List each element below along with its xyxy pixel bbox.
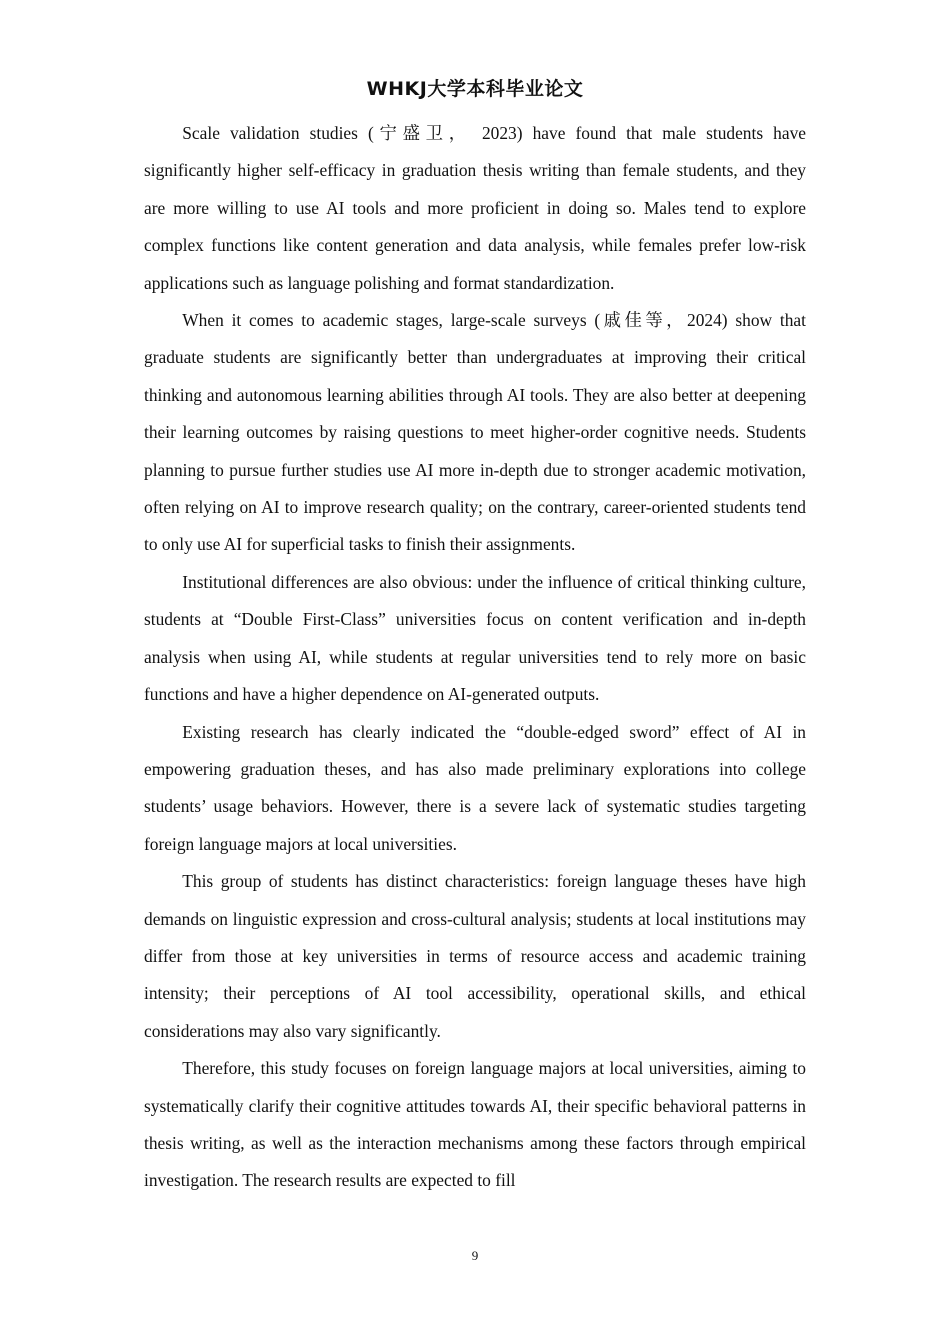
- paragraph-institutional-differences: Institutional differences are also obvious: under the influence of critical thinking culture, students at “Double First-Class” universities focus on content verification and in-depth analysis when using AI, while students at regular universities tend to rely more on basic functions and have a higher dependence on AI-generated outputs.: [144, 571, 806, 705]
- paragraph-existing-research: Existing research has clearly indicated the “double-edged sword” effect of AI in empowering graduation theses, and has also made preliminary explorations into college students’ usage behaviors. However, there is a severe lack of systematic studies targeting foreign language majors at local universities.: [144, 721, 806, 854]
- page-number: 9: [471, 1248, 479, 1263]
- paragraph-scale-validation: Scale validation studies (宁盛卫， 2023) have found that male students have significantly higher self-efficacy in graduation thesis writing than female students, and they are more willing to use AI tools and more proficient in doing so. Males tend to explore complex functions like content generation and data analysis, while females prefer low-risk applications such as language polishing and format standardization.: [144, 123, 806, 293]
- body-text: [144, 115, 806, 1200]
- paragraph-study-focus: Therefore, this study focuses on foreign language majors at local universities, aiming to systematically clarify their cognitive attitudes towards AI, their specific behavioral patterns in thesis writing, as well as the interaction mechanisms among these factors through empirical investigation. The research results are expected to fill: [144, 1058, 806, 1191]
- page-header-title: WHKJ大学本科毕业论文: [366, 78, 584, 100]
- paragraph-student-group: This group of students has distinct characteristics: foreign language theses have high demands on linguistic expression and cross-cultural analysis; students at local institutions may differ from those at key universities in terms of resource access and academic training intensity; their perceptions of AI tool accessibility, operational skills, and ethical considerations may also vary significantly.: [144, 871, 806, 1041]
- paragraph-academic-stages: When it comes to academic stages, large-scale surveys (戚佳等，2024) show that graduate students are significantly better than undergraduates at improving their critical thinking and autonomous learning abilities through AI tools. They are also better at deepening their learning outcomes by raising questions to meet higher-order cognitive needs. Students planning to pursue further studies use AI more in-depth due to stronger academic motivation, often relying on AI to improve research quality; on the contrary, career-oriented students tend to only use AI for superficial tasks to finish their assignments.: [144, 310, 806, 555]
